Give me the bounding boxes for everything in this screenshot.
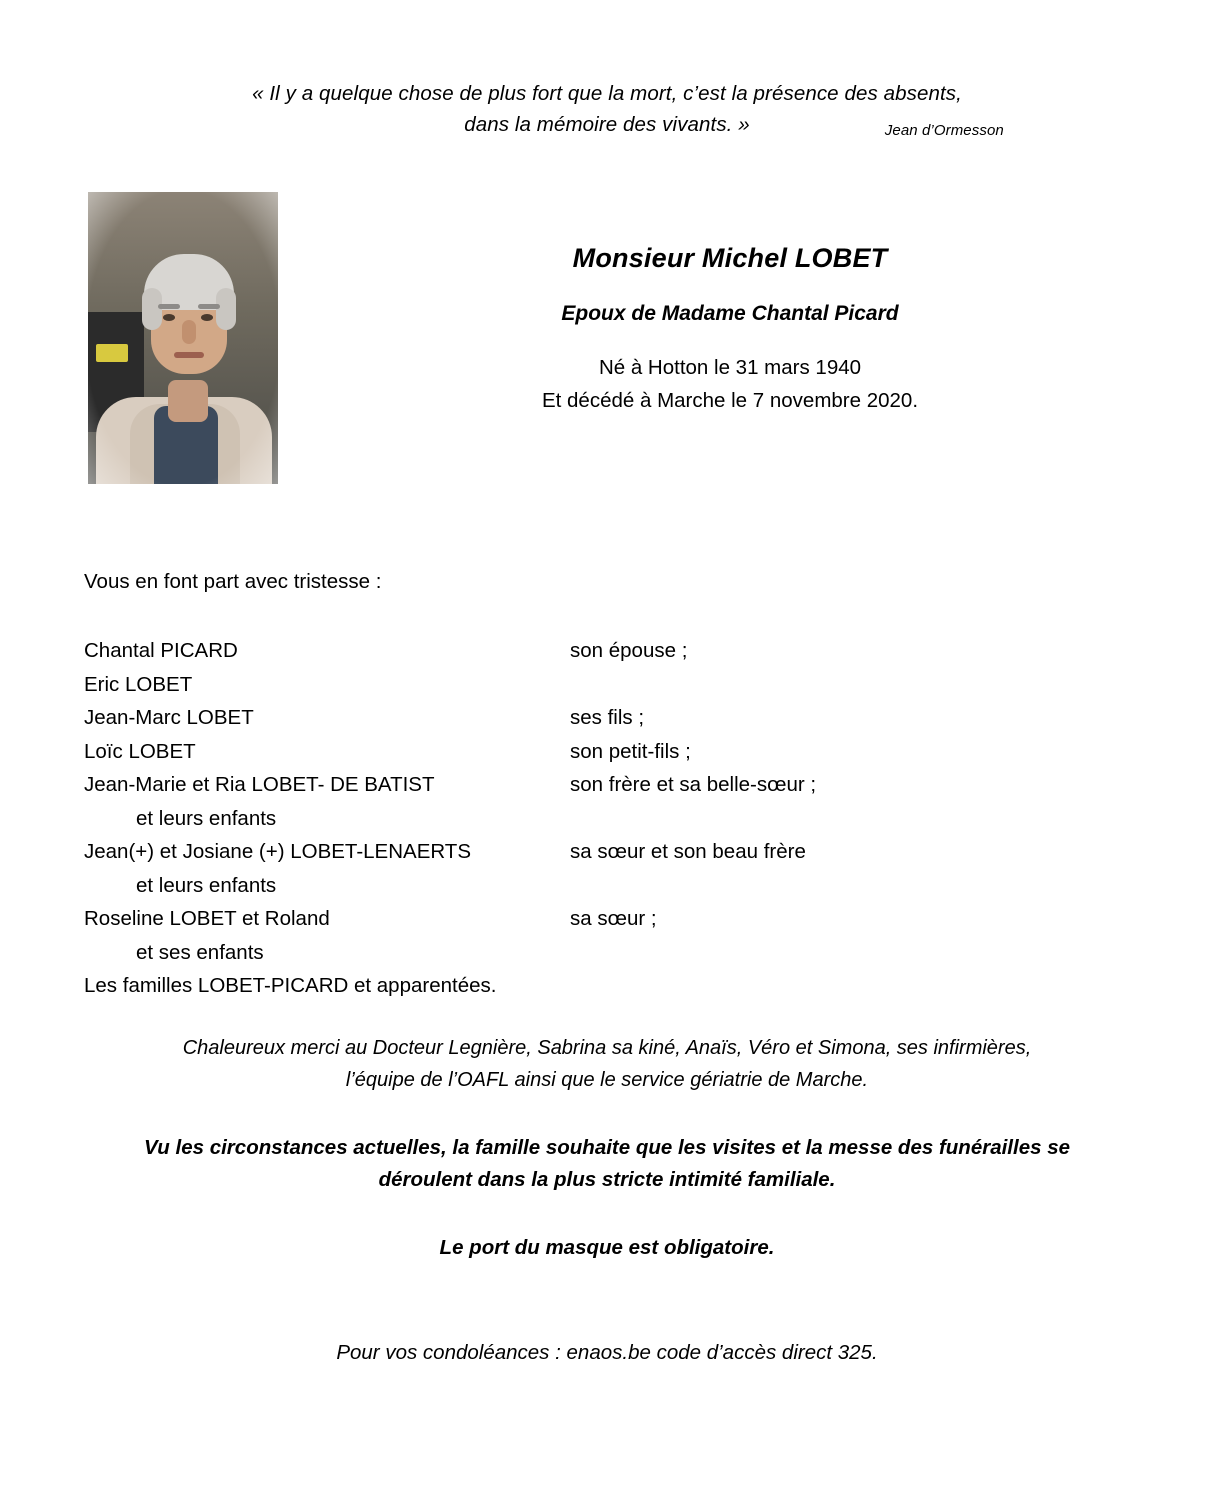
quote-line-2: dans la mémoire des vivants. » [464,113,750,136]
death-line: Et décédé à Marche le 7 novembre 2020. [541,389,919,412]
family-member-relation: sa sœur ; [570,907,657,930]
family-row [84,802,1084,836]
family-related-families: Les familles LOBET-PICARD et apparentées. [84,974,497,997]
birth-line: Né à Hotton le 31 mars 1940 [598,356,862,379]
family-member-relation: sa sœur et son beau frère [570,840,806,863]
family-member-name: Eric LOBET [84,672,193,696]
family-member-name: Jean-Marie et Ria LOBET- DE BATIST [84,773,435,796]
family-member-children: et leurs enfants [136,806,277,830]
quote-author: Jean d’Ormesson [884,122,1004,139]
family-member-children: et ses enfants [136,940,264,964]
family-member-relation [622,802,1084,836]
spouse-line: Epoux de Madame Chantal Picard [561,302,899,325]
family-member-children: et leurs enfants [136,873,277,897]
family-row [84,835,1084,869]
ceremony-notice [0,1132,1214,1196]
family-row [84,634,1084,668]
family-member-relation: ses fils ; [570,706,645,729]
quote-line-2-wrapper [464,109,1004,140]
ceremony-notice-line-2: déroulent dans la plus stricte intimité familiale. [378,1168,836,1191]
family-member-name: Jean-Marc LOBET [84,706,254,729]
family-member-name: Loïc LOBET [84,739,196,763]
deceased-header [300,240,1160,417]
mask-notice: Le port du masque est obligatoire. [439,1236,775,1259]
portrait-vignette [88,192,278,484]
family-member-relation: son petit-fils ; [570,739,691,763]
announcement-text: Vous en font part avec tristesse : [84,570,382,593]
thanks-line-2: l’équipe de l’OAFL ainsi que le service gériatrie de Marche. [345,1069,869,1091]
condolences-info: Pour vos condoléances : enaos.be code d’accès direct 325. [336,1341,878,1364]
ceremony-notice-line-1: Vu les circonstances actuelles, la famille souhaite que les visites et la messe des funérailles se [144,1136,1070,1159]
family-member-name: Chantal PICARD [84,639,238,662]
family-member-relation [622,869,1084,903]
quote-line-1: « Il y a quelque chose de plus fort que la mort, c’est la présence des absents, [252,82,962,105]
family-member-relation: son épouse ; [570,639,688,662]
deceased-name: Monsieur Michel LOBET [572,243,888,273]
thanks-block [0,1032,1214,1096]
family-row [84,735,1084,769]
family-row [84,969,1084,1003]
quote-line-2-row [0,109,1214,140]
family-member-name: Roseline LOBET et Roland [84,907,330,930]
family-row [84,668,1084,702]
family-row [84,902,1084,936]
family-member-name: Jean(+) et Josiane (+) LOBET-LENAERTS [84,840,472,863]
thanks-line-1: Chaleureux merci au Docteur Legnière, Sabrina sa kiné, Anaïs, Véro et Simona, ses infirmières, [182,1037,1032,1059]
family-row [84,936,1084,970]
portrait-photo [88,192,278,484]
family-member-relation [570,668,1084,702]
family-member-relation: son frère et sa belle-sœur ; [570,773,817,796]
family-list [84,634,1084,1003]
quotation-block [0,78,1214,140]
family-row [84,869,1084,903]
family-member-relation [622,936,1084,970]
family-row [84,768,1084,802]
family-row [84,701,1084,735]
